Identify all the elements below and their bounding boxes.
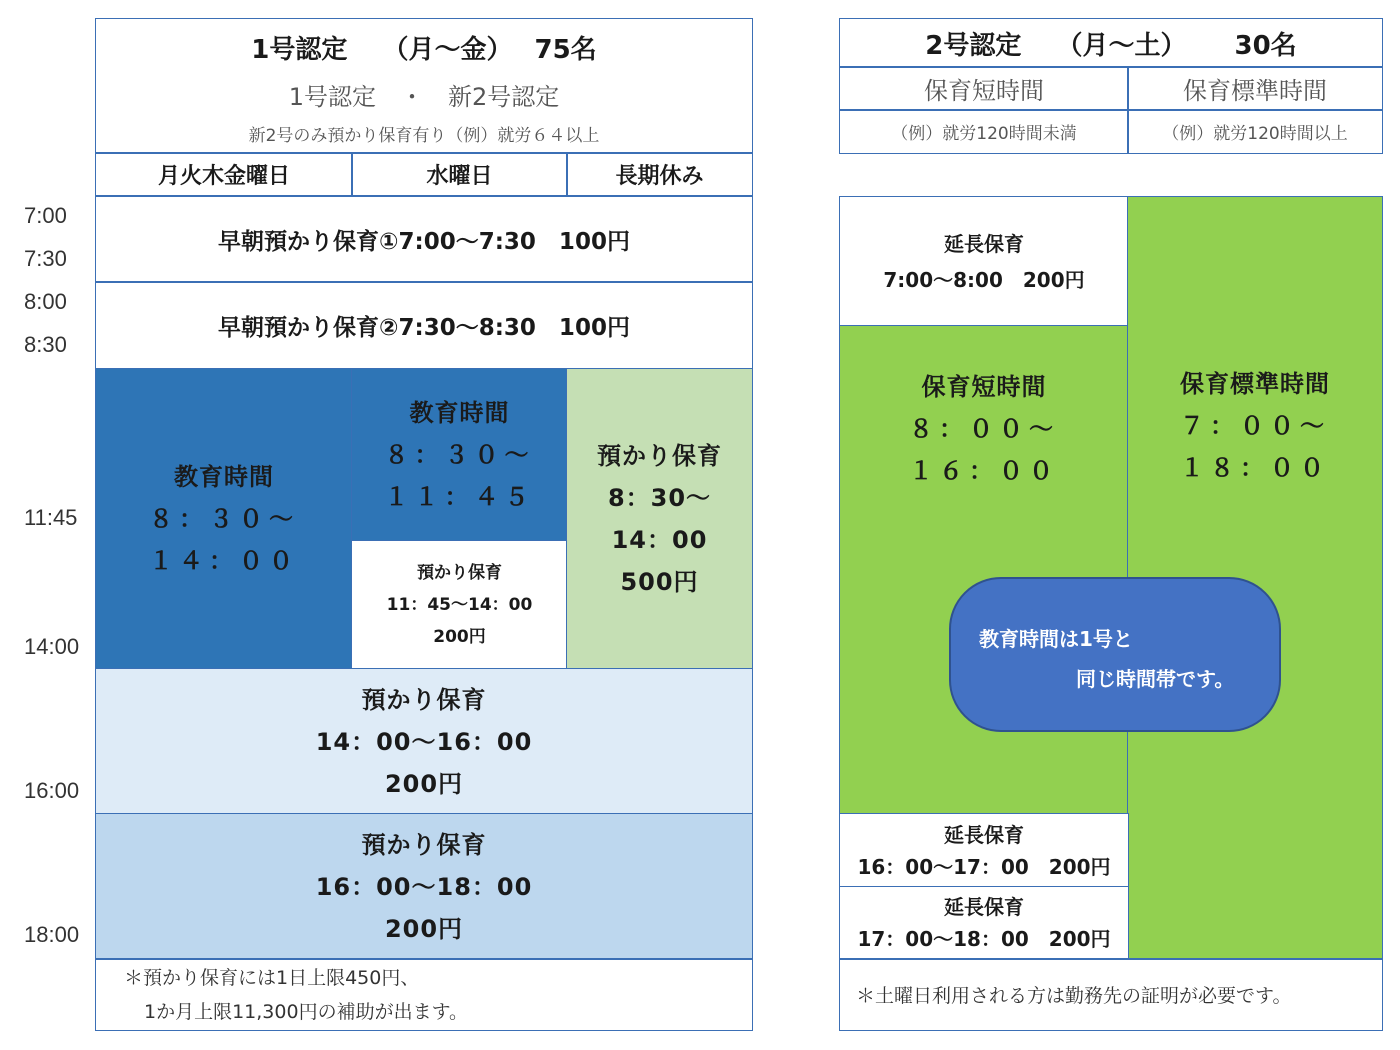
footnote-saturday: ＊土曜日利用される方は勤務先の証明が必要です。: [856, 985, 1292, 1007]
care-holiday-title: 預かり保育: [597, 442, 722, 470]
care-16-title: 預かり保育: [361, 830, 487, 859]
col-header-mon-fri: 月火木金曜日: [95, 152, 353, 197]
type1-subnote: 新2号のみ預かり保育有り（例）就労６４以上: [248, 126, 600, 146]
education-time-main-start: ８：３０～: [149, 505, 299, 533]
bubble-line-2: 同じ時間帯です。: [1076, 667, 1235, 691]
type2-col-standard: 保育標準時間: [1127, 66, 1383, 111]
footnote-subsidy-daily: ＊預かり保育には1日上限450円、: [124, 967, 420, 989]
education-time-wed-end: １１：４５: [384, 483, 535, 511]
standard-hours-end: １８：００: [1180, 454, 1330, 482]
extension-care-16: [839, 813, 1129, 888]
short-hours-block: [839, 325, 1129, 815]
care-14-time: 14：00～16：00: [315, 727, 533, 756]
care-holiday-start: 8：30～: [607, 484, 712, 512]
education-time-main-title: 教育時間: [174, 463, 274, 491]
time-label-0830: 8:30: [24, 332, 67, 357]
time-label-0730: 7:30: [24, 246, 67, 271]
ext-17-time: 17：00～18：00 200円: [857, 927, 1111, 951]
info-bubble: [949, 577, 1281, 732]
care-16-time: 16：00～18：00: [315, 872, 533, 901]
type1-subtitle: 1号認定 ・ 新2号認定: [288, 83, 560, 111]
care-holiday-end: 14：00: [611, 526, 708, 554]
time-label-1600: 16:00: [24, 778, 80, 803]
short-hours-start: ８：００～: [909, 415, 1059, 443]
type2-title: 2号認定 （月～土） 30名: [839, 18, 1383, 68]
care-wed-title: 預かり保育: [417, 563, 502, 583]
ext-early-time: 7:00～8:00 200円: [883, 267, 1085, 292]
early-care-2: 早朝預かり保育②7:30～8:30 100円: [95, 281, 753, 370]
col-header-wednesday: 水曜日: [351, 152, 568, 197]
ext-16-time: 16：00～17：00 200円: [857, 854, 1111, 879]
extension-care-17: [839, 886, 1129, 960]
education-time-main: [95, 368, 353, 670]
care-16-price: 200円: [384, 914, 464, 943]
col-header-long-holiday: 長期休み: [566, 152, 753, 197]
type2-note-short: （例）就労120時間未満: [839, 109, 1129, 154]
bubble-line-1: 教育時間は1号と: [979, 627, 1133, 651]
ext-16-title: 延長保育: [944, 822, 1024, 847]
care-1400-1600: [95, 668, 753, 815]
education-time-main-end: １４：００: [149, 547, 299, 575]
education-time-wednesday: [351, 368, 568, 542]
ext-17-title: 延長保育: [944, 895, 1024, 919]
ext-early-title: 延長保育: [944, 231, 1024, 256]
care-1600-1800: [95, 813, 753, 960]
type1-title: 1号認定 （月～金） 75名: [251, 35, 597, 65]
short-hours-end: １６：００: [909, 457, 1059, 485]
care-wed-price: 200円: [433, 627, 486, 647]
type1-header: [95, 18, 753, 154]
care-long-holiday: [566, 368, 753, 670]
time-label-0700: 7:00: [24, 203, 67, 228]
time-label-1400: 14:00: [24, 634, 80, 659]
footnote-subsidy-monthly: 1か月上限11,300円の補助が出ます。: [144, 1001, 469, 1023]
early-care-1: 早朝預かり保育①7:00～7:30 100円: [95, 195, 753, 283]
type2-col-short: 保育短時間: [839, 66, 1129, 111]
time-label-1800: 18:00: [24, 922, 80, 947]
care-14-price: 200円: [384, 769, 464, 798]
extension-care-early: [839, 196, 1129, 327]
care-wednesday: [351, 540, 568, 670]
time-label-1145: 11:45: [24, 505, 78, 530]
care-holiday-price: 500円: [620, 568, 699, 596]
standard-hours-title: 保育標準時間: [1180, 370, 1330, 398]
short-hours-title: 保育短時間: [921, 373, 1047, 401]
care-14-title: 預かり保育: [361, 685, 487, 714]
care-wed-time: 11：45～14：00: [386, 595, 533, 615]
type2-note-standard: （例）就労120時間以上: [1127, 109, 1383, 154]
education-time-wed-start: ８：３０～: [384, 441, 535, 469]
education-time-wed-title: 教育時間: [409, 399, 510, 427]
type1-footnote: [95, 958, 753, 1031]
type2-footnote: [839, 958, 1383, 1031]
time-label-0800: 8:00: [24, 289, 67, 314]
standard-hours-start: ７：００～: [1180, 412, 1330, 440]
